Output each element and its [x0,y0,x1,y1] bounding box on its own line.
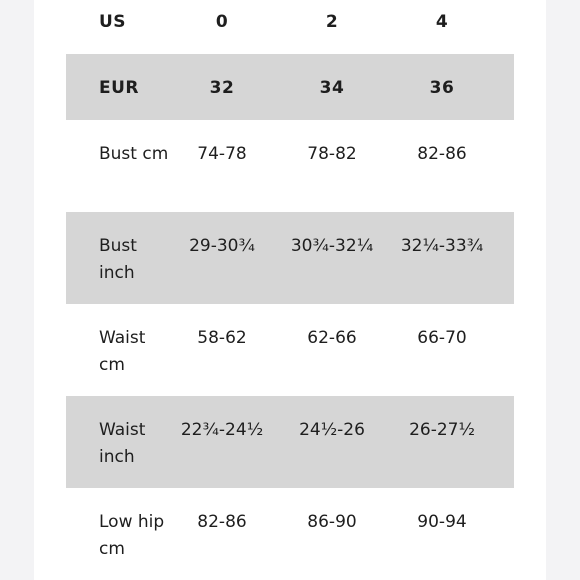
table-cell: 58-62 [197,328,247,348]
table-cell: 82-86 [417,144,467,164]
header-label-us: US [99,12,127,32]
table-cell: 78-82 [307,144,357,164]
table-row-eur [66,54,514,120]
row-label: Waist cm [99,328,146,375]
header-size-1: 0 [215,12,229,32]
header-size-3: 4 [435,12,449,32]
table-cell: 24½-26 [299,420,365,440]
table-row-low-hip-cm [66,488,514,580]
table-cell: 26-27½ [409,420,475,440]
table-cell: 66-70 [417,328,467,348]
row-label: EUR [99,78,140,98]
table-row-waist-inch [66,396,514,488]
row-label: Waist inch [99,420,146,467]
table-cell: 62-66 [307,328,357,348]
table-cell: 32¼-33¾ [400,236,484,256]
table-cell: 74-78 [197,144,247,164]
table-cell: 29-30¾ [189,236,255,256]
row-label: Bust cm [99,144,169,164]
header-size-2: 2 [325,12,339,32]
table-cell: 32 [209,78,235,98]
row-label: Low hip cm [99,512,165,559]
size-chart-page [34,0,546,580]
table-header-row [66,0,514,54]
table-cell: 86-90 [307,512,357,532]
table-row-bust-inch [66,212,514,304]
table-cell: 22¾-24½ [180,420,264,440]
table-cell: 82-86 [197,512,247,532]
table-cell: 34 [319,78,345,98]
size-table [66,0,514,580]
table-cell: 36 [429,78,455,98]
table-row-waist-cm [66,304,514,396]
table-row-bust-cm [66,120,514,212]
row-label: Bust inch [99,236,137,283]
table-cell: 30¾-32¼ [290,236,374,256]
table-cell: 90-94 [417,512,467,532]
